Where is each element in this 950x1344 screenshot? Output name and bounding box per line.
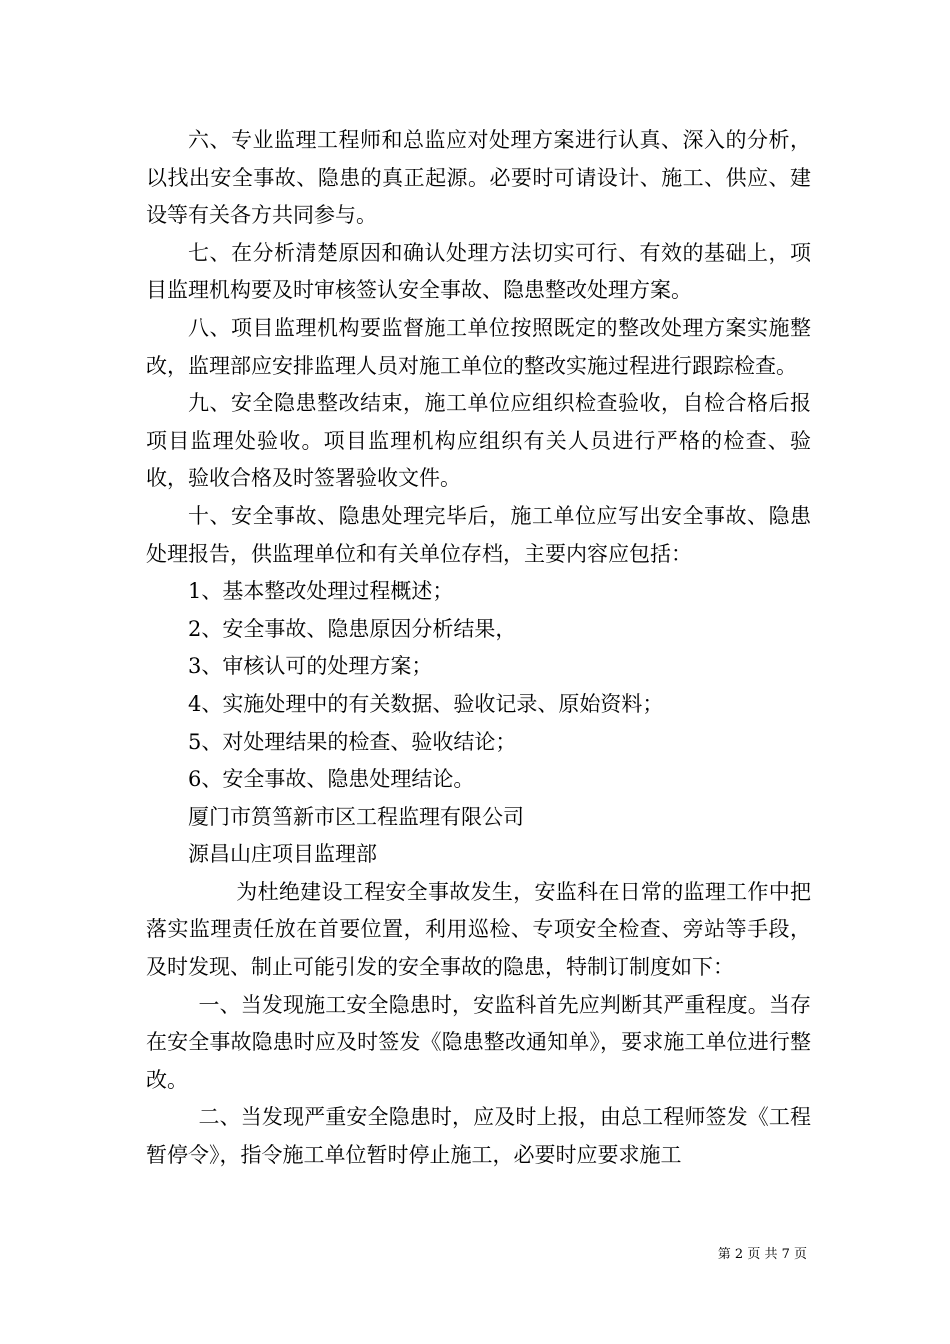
paragraph-8: 八、项目监理机构要监督施工单位按照既定的整改处理方案实施整改，监理部应安排监理人员对施工单位的整改实施过程进行跟踪检查。 <box>146 315 811 378</box>
rule-1: 一、当发现施工安全隐患时，安监科首先应判断其严重程度。当存在安全事故隐患时应及时签发《隐患整改通知单》，要求施工单位进行整改。 <box>146 992 811 1092</box>
list-item-3: 3、审核认可的处理方案； <box>188 654 433 679</box>
intro-paragraph: 为杜绝建设工程安全事故发生，安监科在日常的监理工作中把落实监理责任放在首要位置，利用巡检、专项安全检查、旁站等手段，及时发现、制止可能引发的安全事故的隐患，特制订制度如下： <box>146 879 811 980</box>
list-item-2: 2、安全事故、隐患原因分析结果， <box>188 616 517 641</box>
paragraph-10: 十、安全事故、隐患处理完毕后，施工单位应写出安全事故、隐患处理报告，供监理单位和有关单位存档，主要内容应包括： <box>146 503 811 566</box>
rule-2: 二、当发现严重安全隐患时，应及时上报，由总工程师签发《工程暂停令》，指令施工单位暂时停止施工，必要时应要求施工 <box>146 1105 811 1168</box>
list-item-1: 1、基本整改处理过程概述； <box>188 579 454 604</box>
company-name: 厦门市筼筜新市区工程监理有限公司 <box>188 804 524 829</box>
paragraph-6: 六、专业监理工程师和总监应对处理方案进行认真、深入的分析，以找出安全事故、隐患的真正起源。必要时可请设计、施工、供应、建设等有关各方共同参与。 <box>146 128 811 228</box>
department-name: 源昌山庄项目监理部 <box>188 842 377 867</box>
list-item-4: 4、实施处理中的有关数据、验收记录、原始资料； <box>188 691 664 716</box>
list-item-5: 5、对处理结果的检查、验收结论； <box>188 729 517 754</box>
paragraph-7: 七、在分析清楚原因和确认处理方法切实可行、有效的基础上，项目监理机构要及时审核签认安全事故、隐患整改处理方案。 <box>146 240 811 303</box>
paragraph-9: 九、安全隐患整改结束，施工单位应组织检查验收，自检合格后报项目监理处验收。项目监理机构应组织有关人员进行严格的检查、验收，验收合格及时签署验收文件。 <box>146 391 811 491</box>
page-number: 第 2 页 共 7 页 <box>717 1247 807 1262</box>
document-body <box>146 122 811 1175</box>
list-item-6: 6、安全事故、隐患处理结论。 <box>188 767 475 792</box>
